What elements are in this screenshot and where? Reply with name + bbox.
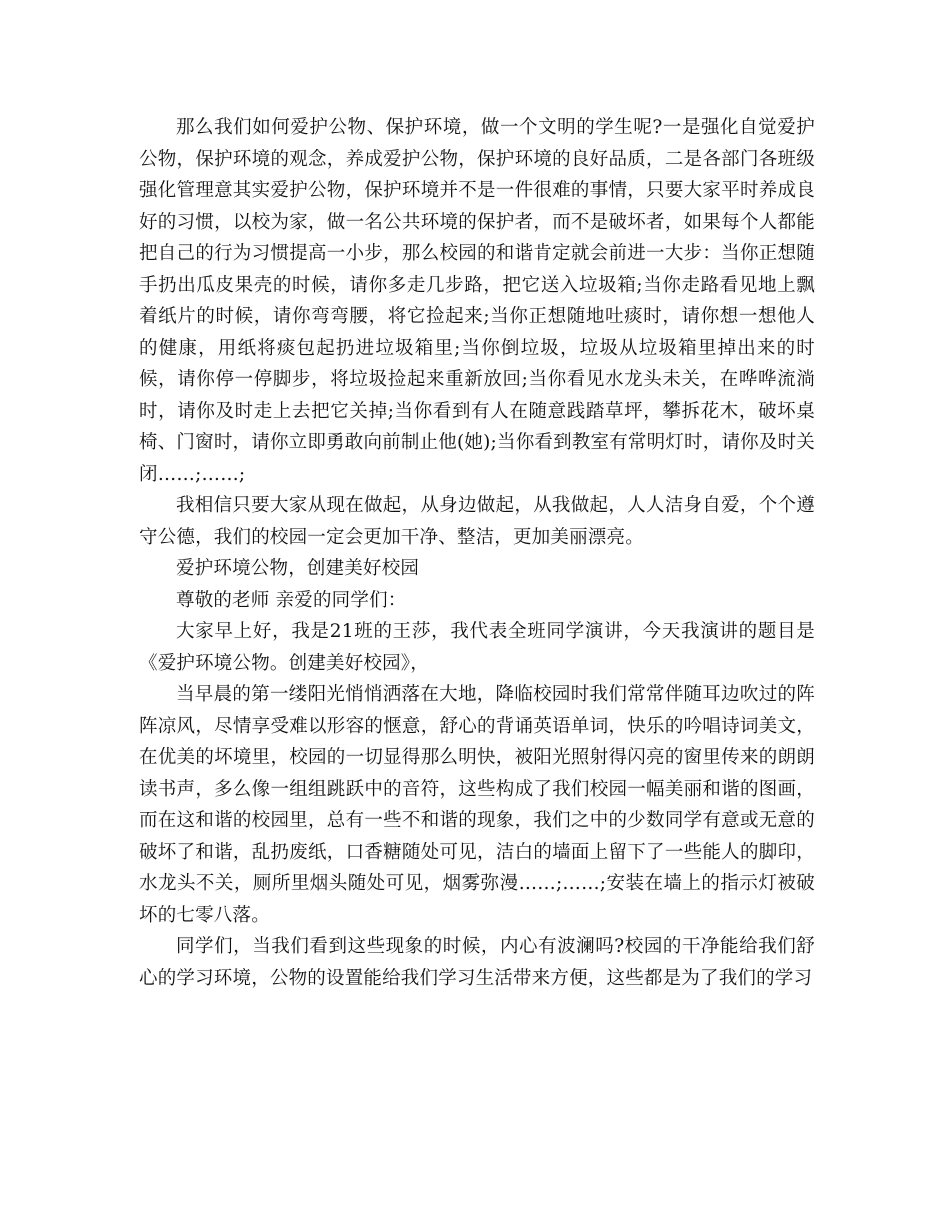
- document-body: [139, 112, 815, 994]
- paragraph-belief: 我相信只要大家从现在做起，从身边做起，从我做起，人人洁身自爱，个个遵守公德，我们的校园一定会更加干净、整洁，更加美丽漂亮。: [139, 495, 815, 548]
- speech-salutation: 尊敬的老师 亲爱的同学们：: [176, 589, 407, 611]
- speech-title: 爱护环境公物，创建美好校园: [176, 558, 420, 579]
- paragraph-reflection: 同学们，当我们看到这些现象的时候，内心有波澜吗?校园的干净能给我们舒心的学习环境，公物的设置能给我们学习生活带来方便，这些都是为了我们的学习: [139, 936, 815, 989]
- paragraph-public-property-advice: 那么我们如何爱护公物、保护环境，做一个文明的学生呢?一是强化自觉爱护公物，保护环境的观念，养成爱护公物，保护环境的良好品质，二是各部门各班级强化管理意其实爱护公物，保护环境并不是一件很难的事情，只要大家平时养成良好的习惯，以校为家，做一名公共环境的保护者，而不是破坏者，如果每个人都能把自己的行为习惯提高一小步，那么校园的和谐肯定就会前进一大步：当你正想随手扔出瓜皮果壳的时候，请你多走几步路，把它送入垃圾箱;当你走路看见地上飘着纸片的时候，请你弯弯腰，将它捡起来;当你正想随地吐痰时，请你想一想他人的健康，用纸将痰包起扔进垃圾箱里;当你倒垃圾，垃圾从垃圾箱里掉出来的时候，请你停一停脚步，将垃圾捡起来重新放回;当你看见水龙头未关，在哗哗流淌时，请你及时走上去把它关掉;当你看到有人在随意践踏草坪，攀拆花木，破坏桌椅、门窗时，请你立即勇敢向前制止他(她);当你看到教室有常明灯时，请你及时关闭……;……;: [139, 117, 815, 485]
- paragraph-morning-scene: 当早晨的第一缕阳光悄悄洒落在大地，降临校园时我们常常伴随耳边吹过的阵阵凉风，尽情享受难以形容的惬意，舒心的背诵英语单词，快乐的吟唱诗词美文，在优美的坏境里，校园的一切显得那么明快，被阳光照射得闪亮的窗里传来的朗朗读书声，多么像一组组跳跃中的音符，这些构成了我们校园一幅美丽和谐的图画，而在这和谐的校园里，总有一些不和谐的现象，我们之中的少数同学有意或无意的破坏了和谐，乱扔废纸，口香糖随处可见，洁白的墙面上留下了一些能人的脚印，水龙头不关，厕所里烟头随处可见，烟雾弥漫……;……;安装在墙上的指示灯被破坏的七零八落。: [139, 684, 815, 926]
- paragraph-greeting: 大家早上好，我是21班的王莎，我代表全班同学演讲，今天我演讲的题目是《爱护环境公物。创建美好校园》，: [139, 621, 815, 674]
